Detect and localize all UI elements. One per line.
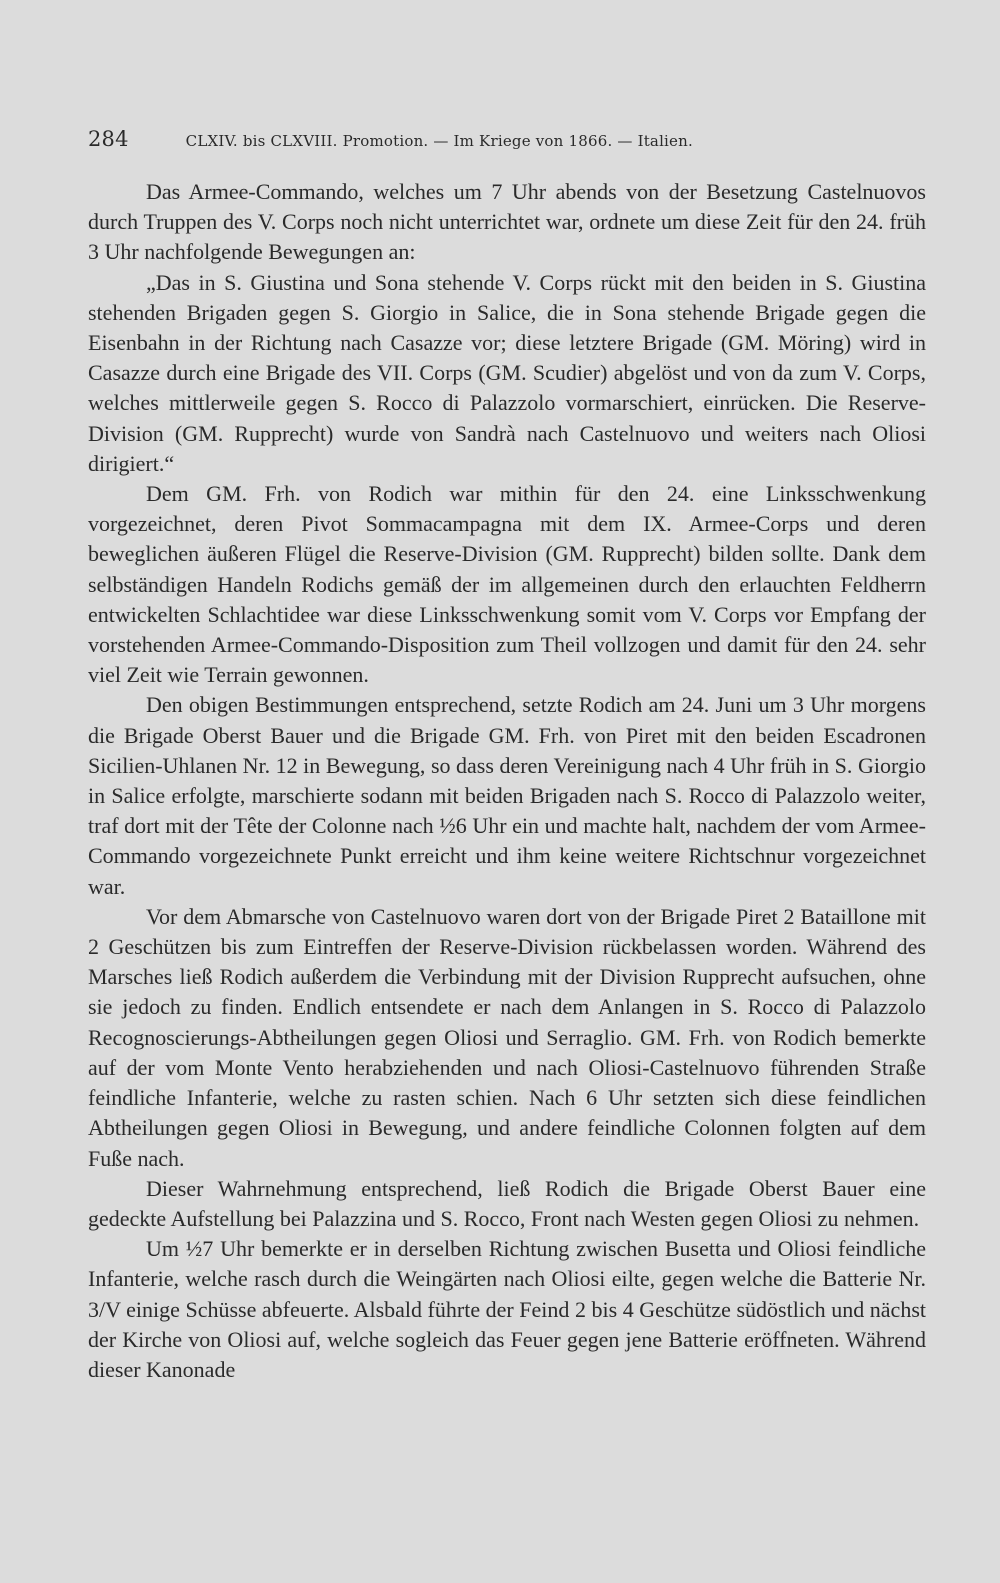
paragraph: Dieser Wahrnehmung entsprechend, ließ Rodich die Brigade Oberst Bauer eine gedeckte Aufstellung bei Palazzina und S. Rocco, Front nach Westen gegen Oliosi zu nehmen. <box>88 1175 926 1231</box>
page-number: 284 <box>88 127 129 151</box>
running-header <box>88 127 828 151</box>
body-text <box>88 177 926 1385</box>
running-title: CLXIV. bis CLXVIII. Promotion. — Im Kriege von 1866. — Italien. <box>185 132 693 150</box>
paragraph: Den obigen Bestimmungen entsprechend, setzte Rodich am 24. Juni um 3 Uhr morgens die Brigade Oberst Bauer und die Brigade GM. Frh. von Piret mit den beiden Escadronen Sicilien-Uhlanen Nr. 12 in Bewegung, so dass deren Vereinigung nach 4 Uhr früh in S. Giorgio in Salice erfolgte, marschierte sodann mit beiden Brigaden nach S. Rocco di Palazzolo weiter, traf dort mit der Tête der Colonne nach ½6 Uhr ein und machte halt, nachdem der vom Armee-Commando vorgezeichnete Punkt erreicht und ihm keine weitere Richtschnur vorgezeichnet war. <box>88 692 926 899</box>
paragraph: „Das in S. Giustina und Sona stehende V. Corps rückt mit den beiden in S. Giustina stehenden Brigaden gegen S. Giorgio in Salice, die in Sona stehende Brigade gegen die Eisenbahn in der Richtung nach Casazze vor; diese letztere Brigade (GM. Möring) wird in Casazze durch eine Brigade des VII. Corps (GM. Scudier) abgelöst und von da zum V. Corps, welches mittlerweile gegen S. Rocco di Palazzolo vormarschiert, einrücken. Die Reserve-Division (GM. Rupprecht) wurde von Sandrà nach Castelnuovo und weiters nach Oliosi dirigiert.“ <box>88 269 926 476</box>
paragraph: Vor dem Abmarsche von Castelnuovo waren dort von der Brigade Piret 2 Bataillone mit 2 Geschützen bis zum Eintreffen der Reserve-Division rückbelassen worden. Während des Marsches ließ Rodich außerdem die Verbindung mit der Division Rupprecht aufsuchen, ohne sie jedoch zu finden. Endlich entsendete er nach dem Anlangen in S. Rocco di Palazzolo Recognoscierungs-Abtheilungen gegen Oliosi und Serraglio. GM. Frh. von Rodich bemerkte auf der vom Monte Vento herabziehenden und nach Oliosi-Castelnuovo führenden Straße feindliche Infanterie, welche zu rasten schien. Nach 6 Uhr setzten sich diese feindlichen Abtheilungen gegen Oliosi in Bewegung, und andere feindliche Colonnen folgten auf dem Fuße nach. <box>88 903 926 1171</box>
paragraph: Um ½7 Uhr bemerkte er in derselben Richtung zwischen Busetta und Oliosi feindliche Infanterie, welche rasch durch die Weingärten nach Oliosi eilte, gegen welche die Batterie Nr. 3/V einige Schüsse abfeuerte. Alsbald führte der Feind 2 bis 4 Geschütze südöstlich und nächst der Kirche von Oliosi auf, welche sogleich das Feuer gegen jene Batterie eröffneten. Während dieser Kanonade <box>88 1236 926 1382</box>
paragraph: Dem GM. Frh. von Rodich war mithin für den 24. eine Linksschwenkung vorgezeichnet, deren Pivot Sommacampagna mit dem IX. Armee-Corps und deren beweglichen äußeren Flügel die Reserve-Division (GM. Rupprecht) bilden sollte. Dank dem selbständigen Handeln Rodichs gemäß der im allgemeinen durch den erlauchten Feldherrn entwickelten Schlachtidee war diese Linksschwenkung somit vom V. Corps vor Empfang der vorstehenden Armee-Commando-Disposition zum Theil vollzogen und damit für den 24. sehr viel Zeit wie Terrain gewonnen. <box>88 481 926 688</box>
paragraph: Das Armee-Commando, welches um 7 Uhr abends von der Besetzung Castelnuovos durch Truppen des V. Corps noch nicht unterrichtet war, ordnete um diese Zeit für den 24. früh 3 Uhr nachfolgende Bewegungen an: <box>88 179 926 265</box>
